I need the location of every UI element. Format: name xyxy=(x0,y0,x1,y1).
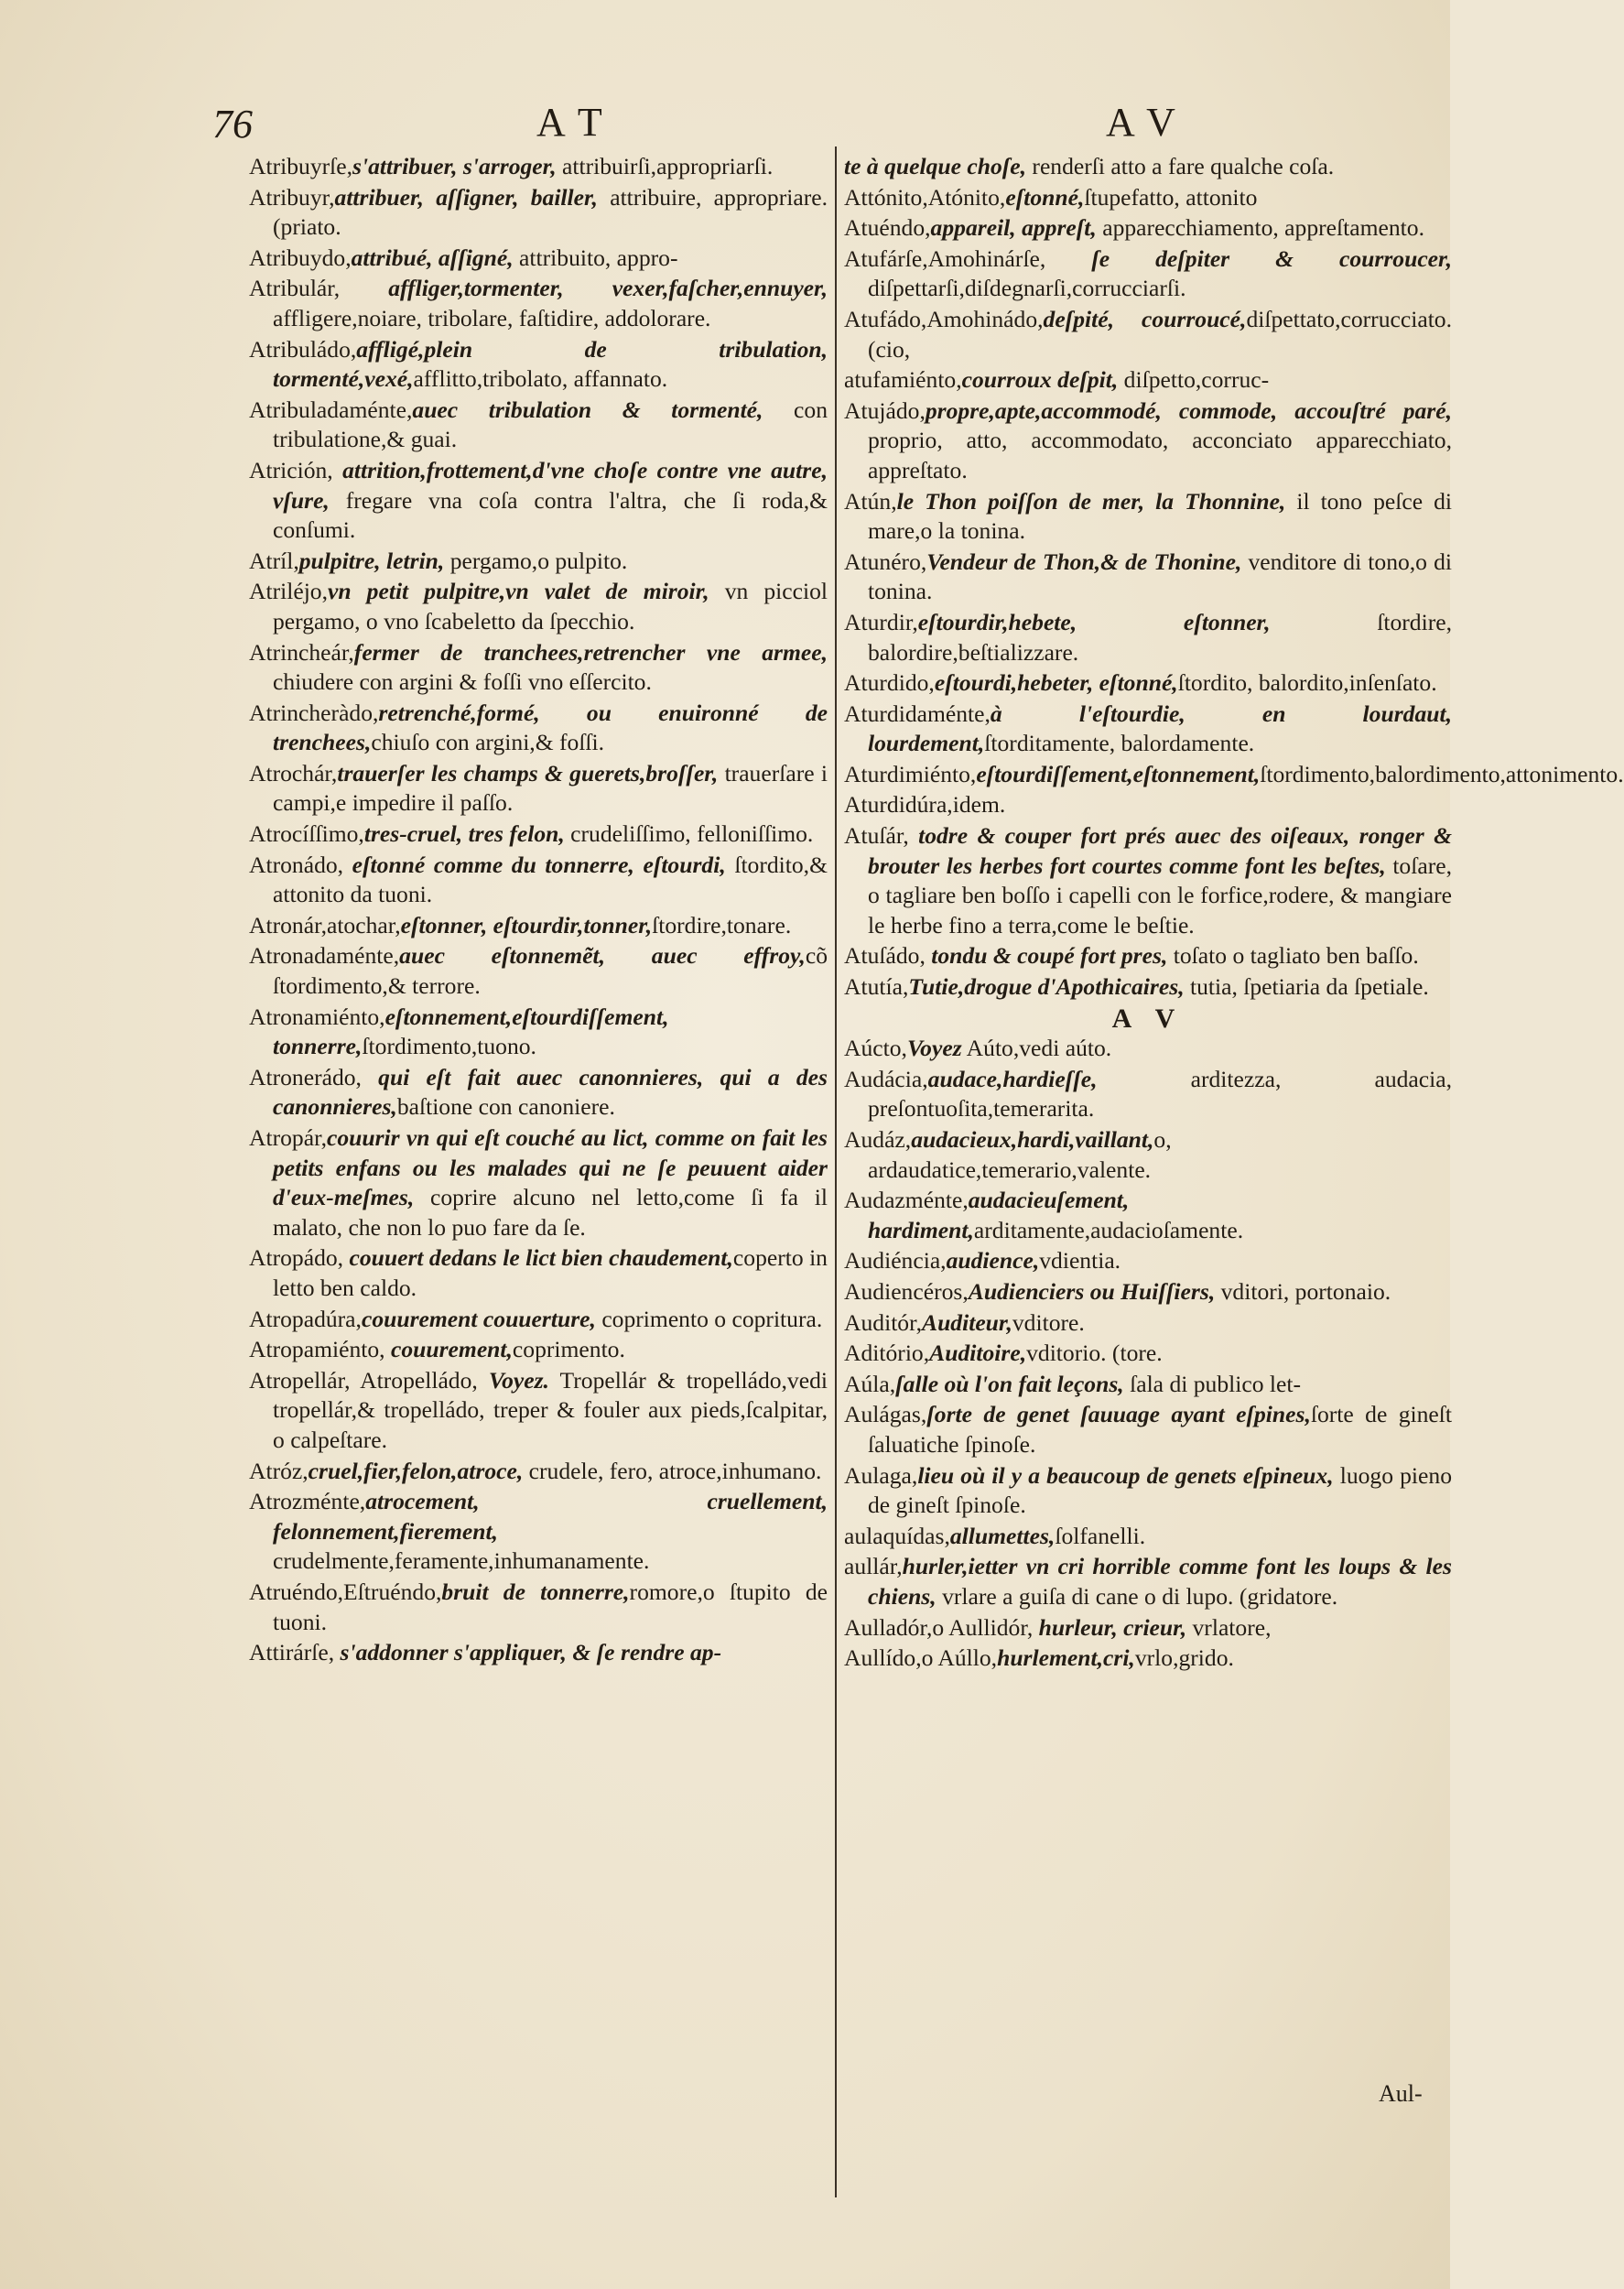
headword: Audiencéros, xyxy=(844,1277,969,1305)
french-gloss: le Thon poiſſon de mer, la Thonnine, xyxy=(896,487,1286,515)
dictionary-entry xyxy=(844,1552,1452,1611)
italian-gloss: apparecchiamento, appreſtamento. xyxy=(1096,214,1424,242)
italian-gloss: chiuſo con argini,& foſſi. xyxy=(371,729,605,756)
french-gloss: Auditoire, xyxy=(929,1340,1027,1367)
french-gloss: pulpitre, letrin, xyxy=(298,547,445,574)
italian-gloss: vditore. xyxy=(1012,1308,1085,1336)
catchword: Aul- xyxy=(1379,2080,1423,2107)
french-gloss: vn petit pulpitre,vn valet de miroir, xyxy=(328,578,709,605)
left-column xyxy=(249,152,828,1669)
french-gloss: attribuer, aſſigner, bailler, xyxy=(334,183,598,211)
headword: Atuſádo, xyxy=(844,942,926,970)
headword: Aulágas, xyxy=(844,1401,927,1428)
dictionary-entry xyxy=(844,972,1452,1003)
headword: Audáz, xyxy=(844,1126,912,1153)
french-gloss: qui eſt fait auec canonnieres, qui a des canonnieres, xyxy=(273,1063,828,1121)
italian-gloss: toſato o tagliato ben baſſo. xyxy=(1167,942,1419,970)
french-gloss: audacieuſement, hardiment, xyxy=(868,1187,1130,1243)
page-number: 76 xyxy=(212,102,253,146)
dictionary-entry xyxy=(844,1277,1452,1307)
headword: Atrozménte, xyxy=(249,1488,366,1515)
headword: Atunéro, xyxy=(844,548,927,575)
italian-gloss: tutia, ſpetiaria da ſpetiale. xyxy=(1184,973,1429,1001)
headword: Atrincheár, xyxy=(249,638,354,666)
dictionary-entry xyxy=(249,1003,828,1062)
french-gloss: eſtonné, xyxy=(1005,183,1085,211)
headword: Atronár,atochar, xyxy=(249,911,401,938)
italian-gloss: coprimento o copritura. xyxy=(595,1305,823,1332)
dictionary-entry xyxy=(249,1487,828,1577)
dictionary-entry xyxy=(249,1123,828,1242)
italian-gloss: coprimento. xyxy=(512,1336,625,1363)
italian-gloss: diſpettato,corrucciato. (cio, xyxy=(868,305,1452,363)
italian-gloss: renderſi atto a fare qualche coſa. xyxy=(1026,153,1335,179)
dictionary-entry xyxy=(249,183,828,243)
headword: Atribuyr, xyxy=(249,183,335,211)
right-running-head: AV xyxy=(1106,100,1192,145)
left-running-head: AT xyxy=(536,100,619,145)
italian-gloss: proprio, atto, accommodato, acconciato apparecchiato, appreſtato. xyxy=(868,427,1452,483)
italian-gloss: luogo pieno de gineſt ſpinoſe. xyxy=(868,1461,1452,1519)
italian-gloss: cõ ſtordimento,& terrore. xyxy=(273,942,828,1000)
headword: Atropamiénto, xyxy=(249,1336,385,1363)
french-gloss: lieu où il y a beaucoup de genets eſpineux, xyxy=(917,1461,1334,1489)
italian-gloss: ſtorditamente, balordamente. xyxy=(984,730,1255,757)
french-gloss: eſtourdi,hebeter, eſtonné, xyxy=(934,669,1178,697)
french-gloss: hurleur, crieur, xyxy=(1033,1613,1187,1641)
french-gloss: couurement, xyxy=(384,1336,513,1363)
dictionary-entry xyxy=(844,1522,1452,1552)
dictionary-entry xyxy=(844,1613,1452,1644)
italian-gloss: attribuirſi,appropriarſi. xyxy=(556,153,774,179)
dictionary-entry xyxy=(249,577,828,636)
headword: Atufádo,Amohinádo, xyxy=(844,305,1044,332)
italian-gloss: vditori, portonaio. xyxy=(1215,1277,1391,1305)
french-gloss: tondu & coupé fort pres, xyxy=(925,942,1168,970)
italian-gloss: romore,o ſtupito de tuoni. xyxy=(273,1578,828,1635)
italian-gloss: diſpetto,corruc- xyxy=(1118,366,1270,394)
italian-gloss: toſare, o tagliare ben boſſo i capelli con le forfice,rodere, & mangiare le herbe fino a terra,come le beſtie. xyxy=(868,852,1452,938)
french-gloss: eſtonner, eſtourdir,tonner, xyxy=(400,911,653,938)
french-gloss: attrition,frottement,d'vne choſe contre vne autre, vſure, xyxy=(273,456,828,514)
italian-gloss: ſtupefatto, attonito xyxy=(1084,183,1258,211)
headword: Aúcto, xyxy=(844,1035,907,1062)
french-gloss: bruit de tonnerre, xyxy=(441,1578,630,1605)
headword: Atriléjo, xyxy=(249,578,329,605)
headword: Atrocíſſimo, xyxy=(249,820,364,848)
french-gloss: Voyez. xyxy=(477,1366,549,1394)
dictionary-entry xyxy=(249,244,828,274)
french-gloss: atrocement, cruellement, felonnement,fierement, xyxy=(273,1488,828,1545)
dictionary-entry xyxy=(249,1063,828,1123)
headword: Audazménte, xyxy=(844,1187,969,1214)
headword: Aulaga, xyxy=(844,1461,918,1489)
french-gloss: propre,apte,accommodé, commode, accouſtré paré, xyxy=(925,396,1452,424)
italian-gloss: ſtordire, balordire,beſtializzare. xyxy=(868,608,1452,666)
italian-gloss: crudele, fero, atroce,inhumano. xyxy=(523,1457,822,1484)
dictionary-entry xyxy=(844,700,1452,759)
dictionary-entry xyxy=(249,396,828,455)
dictionary-entry xyxy=(249,819,828,850)
dictionary-entry xyxy=(844,1186,1452,1245)
dictionary-entry xyxy=(844,1246,1452,1276)
french-gloss: hurler,ietter vn cri horrible comme font les loups & les chiens, xyxy=(868,1553,1452,1610)
french-gloss: à l'eſtourdie, en lourdaut, lourdement, xyxy=(868,700,1452,757)
dictionary-entry xyxy=(249,759,828,819)
italian-gloss: ſtordire,tonare. xyxy=(652,911,792,938)
headword: Aturdir, xyxy=(844,608,918,635)
italian-gloss: diſpettarſi,diſdegnarſi,corrucciarſi. xyxy=(868,275,1186,302)
dictionary-entry xyxy=(249,1305,828,1335)
french-gloss: s'attribuer, s'arroger, xyxy=(352,153,557,179)
italian-gloss: crudeliſſimo, felloniſſimo. xyxy=(564,820,814,848)
dictionary-entry xyxy=(249,911,828,941)
french-gloss: ſe deſpiter & courroucer, xyxy=(1045,244,1452,272)
french-gloss: cruel,fier,felon,atroce, xyxy=(308,1457,524,1484)
headword: Audiéncia, xyxy=(844,1247,947,1275)
dictionary-entry xyxy=(844,1400,1452,1459)
headword: atufamiénto, xyxy=(844,366,962,394)
headword: Auditór, xyxy=(844,1308,922,1336)
dictionary-entry xyxy=(844,213,1452,244)
italian-gloss: attribuire, appropriare. (priato. xyxy=(273,183,828,241)
headword: Aulladór,o Aullidór, xyxy=(844,1613,1034,1641)
dictionary-entry xyxy=(249,1366,828,1456)
headword: Aturdimiénto, xyxy=(844,760,977,787)
french-gloss: todre & couper fort prés auec des oiſeaux, ronger & brouter les herbes fort courtes comme font les beſtes, xyxy=(868,822,1452,879)
dictionary-entry xyxy=(249,274,828,333)
headword: Atruéndo,Eſtruéndo, xyxy=(249,1578,442,1605)
headword: Atropár, xyxy=(249,1124,327,1151)
dictionary-entry xyxy=(844,1461,1452,1521)
italian-gloss: affligere,noiare, tribolare, faſtidire, addolorare. xyxy=(273,304,711,331)
italian-gloss: ſtordito, balordito,inſenſato. xyxy=(1177,669,1437,697)
french-gloss: allumettes, xyxy=(949,1522,1056,1549)
headword: Aditório, xyxy=(844,1340,930,1367)
headword: Atujádo, xyxy=(844,396,926,424)
dictionary-entry xyxy=(249,941,828,1001)
french-gloss: couuert dedans le lict bien chaudement, xyxy=(343,1244,733,1272)
dictionary-entry xyxy=(249,1638,828,1668)
italian-gloss: ſtordito,& attonito da tuoni. xyxy=(273,851,828,908)
italian-gloss: Aúto,vedi aúto. xyxy=(961,1035,1112,1062)
italian-gloss: ſala di publico let- xyxy=(1123,1370,1302,1397)
headword: Atribulár, xyxy=(249,275,341,302)
dictionary-entry xyxy=(844,668,1452,699)
italian-gloss: vdientia. xyxy=(1039,1247,1121,1275)
headword: Atropádo, xyxy=(249,1244,344,1272)
dictionary-entry xyxy=(844,790,1452,820)
french-gloss: tres-cruel, tres felon, xyxy=(363,820,565,848)
dictionary-entry xyxy=(249,1243,828,1303)
french-gloss: eſtonnement,eſtourdiſſement, tonnerre, xyxy=(273,1003,669,1060)
dictionary-entry xyxy=(844,941,1452,971)
french-gloss: eſtonné comme du tonnerre, eſtourdi, xyxy=(343,851,726,878)
french-gloss: deſpité, courroucé, xyxy=(1043,305,1247,332)
italian-gloss: coperto in letto ben caldo. xyxy=(273,1244,828,1301)
french-gloss: te à quelque choſe, xyxy=(844,153,1027,179)
right-column xyxy=(844,152,1624,1675)
dictionary-entry xyxy=(844,1034,1452,1064)
italian-gloss: crudelmente,feramente,inhumanamente. xyxy=(273,1547,650,1575)
dictionary-entry xyxy=(844,244,1452,304)
french-gloss: Auditeur, xyxy=(922,1308,1012,1336)
headword: Atropadúra, xyxy=(249,1305,362,1332)
column-divider xyxy=(835,146,837,2197)
french-gloss: appareil, appreſt, xyxy=(930,214,1097,242)
headword: Atutía, xyxy=(844,973,909,1001)
headword: Aturdidaménte, xyxy=(844,700,991,727)
headword: Atronerádo, xyxy=(249,1063,362,1090)
french-gloss: s'addonner s'appliquer, & ſe rendre ap- xyxy=(334,1639,722,1666)
italian-gloss: ſorte de gineſt ſaluatiche ſpinoſe. xyxy=(868,1401,1452,1458)
french-gloss: courroux deſpit, xyxy=(961,366,1119,394)
french-gloss: retrenché,formé, ou enuironné de trenchees, xyxy=(273,699,828,756)
dictionary-entry xyxy=(249,1335,828,1365)
dictionary-entry xyxy=(844,305,1452,364)
headword: Atribuyrſe, xyxy=(249,153,353,179)
dictionary-entry xyxy=(844,365,1452,396)
french-gloss: affliger,tormenter, vexer,faſcher,ennuyer, xyxy=(340,275,828,302)
dictionary-entry xyxy=(249,152,828,182)
dictionary-entry xyxy=(844,487,1452,547)
italian-gloss: il tono peſce di mare,o la tonina. xyxy=(868,487,1452,545)
dictionary-entry xyxy=(844,1065,1452,1124)
italian-gloss: idem. xyxy=(952,791,1006,819)
french-gloss: trauerſer les champs & guerets,broſſer, xyxy=(337,759,719,787)
headword: Atróz, xyxy=(249,1457,309,1484)
headword: Atún, xyxy=(844,487,897,515)
dictionary-entry xyxy=(249,1457,828,1487)
italian-gloss: con tribulatione,& guai. xyxy=(273,396,828,453)
dictionary-entry xyxy=(249,547,828,577)
headword: Atrición, xyxy=(249,456,333,483)
dictionary-entry xyxy=(249,335,828,395)
dictionary-entry xyxy=(844,1308,1452,1339)
headword: Atropellár, Atropelládo, xyxy=(249,1366,478,1394)
french-gloss: eſtourdiſſement,eſtonnement, xyxy=(976,760,1261,787)
french-gloss: Vendeur de Thon,& de Thonine, xyxy=(926,548,1242,575)
headword: Atufárſe,Amohinárſe, xyxy=(844,244,1046,272)
french-gloss: couurement couuerture, xyxy=(361,1305,596,1332)
headword: Aturdidúra, xyxy=(844,791,953,819)
french-gloss: Audienciers ou Huiſſiers, xyxy=(968,1277,1216,1305)
headword: aullár, xyxy=(844,1553,903,1580)
headword: Atuſár, xyxy=(844,822,909,850)
italian-gloss: baſtione con canoniere. xyxy=(396,1093,615,1121)
headword: Atronádo, xyxy=(249,851,344,878)
italian-gloss: arditamente,audacioſamente. xyxy=(973,1216,1244,1243)
dictionary-entry xyxy=(249,699,828,758)
dictionary-entry xyxy=(249,456,828,546)
french-gloss: auec tribulation & tormenté, xyxy=(412,396,763,423)
headword: Atronamiénto, xyxy=(249,1003,385,1030)
dictionary-entry xyxy=(844,821,1452,940)
french-gloss: ſorte de genet ſauuage ayant eſpines, xyxy=(926,1401,1311,1428)
french-gloss: hurlement,cri, xyxy=(997,1644,1135,1672)
headword: Atribuládo, xyxy=(249,335,357,363)
headword: Atrincheràdo, xyxy=(249,699,379,726)
italian-gloss: coprire alcuno nel letto,come ſi fa il malato, che non lo puo fare da ſe. xyxy=(273,1184,828,1241)
italian-gloss: vrlatore, xyxy=(1186,1613,1272,1641)
headword: Atribuladaménte, xyxy=(249,396,413,423)
headword: Atrochár, xyxy=(249,759,338,787)
french-gloss: auec eſtonnemẽt, auec effroy, xyxy=(399,942,806,970)
italian-gloss: vrlo,grido. xyxy=(1134,1644,1234,1672)
french-gloss: audacieux,hardi,vaillant, xyxy=(911,1126,1154,1153)
italian-gloss: arditezza, audacia, preſontuoſita,temerarita. xyxy=(868,1065,1452,1123)
headword: Attónito,Atónito, xyxy=(844,183,1006,211)
italian-gloss: trauerſare i campi,e impedire il paſſo. xyxy=(273,759,828,817)
italian-gloss: vditorio. (tore. xyxy=(1026,1340,1163,1367)
french-gloss: affligé,plein de tribulation, tormenté,vexé, xyxy=(273,335,828,393)
italian-gloss: ſtordimento,balordimento,attonimento. xyxy=(1260,760,1624,787)
italian-gloss: afflitto,tribolato, affannato. xyxy=(413,365,668,393)
dictionary-entry xyxy=(249,851,828,910)
french-gloss: ſalle où l'on fait leçons, xyxy=(895,1370,1124,1397)
italian-gloss: venditore di tono,o di tonina. xyxy=(868,548,1452,605)
headword: Atronadaménte, xyxy=(249,942,400,970)
french-gloss: Voyez xyxy=(906,1035,962,1062)
italian-gloss: fregare vna coſa contra l'altra, che ſi roda,& conſumi. xyxy=(273,486,828,544)
italian-gloss: ſolfanelli. xyxy=(1055,1522,1146,1549)
french-gloss: Tutie,drogue d'Apothicaires, xyxy=(908,973,1185,1001)
italian-gloss: o, ardaudatice,temerario,valente. xyxy=(868,1126,1172,1183)
headword: Atuéndo, xyxy=(844,214,931,242)
headword: Aturdido, xyxy=(844,669,935,697)
italian-gloss: attribuito, appro- xyxy=(513,244,678,271)
french-gloss: eſtourdir,hebete, eſtonner, xyxy=(917,608,1271,635)
italian-gloss: pergamo,o pulpito. xyxy=(444,547,628,574)
french-gloss: audace,hardieſſe, xyxy=(927,1065,1098,1092)
headword: aulaquídas, xyxy=(844,1522,950,1549)
italian-gloss: vn picciol pergamo, o vno ſcabeletto da ſpecchio. xyxy=(273,578,828,635)
italian-gloss: Tropellár & tropelládo,vedi tropellár,& tropelládo, treper & fouler aux pieds,ſcalpitar, o calpeſtare. xyxy=(273,1366,828,1453)
italian-gloss: chiudere con argini & foſſi vno eſſercito. xyxy=(273,668,652,696)
french-gloss: fermer de tranchees,retrencher vne armee, xyxy=(353,638,828,666)
dictionary-entry xyxy=(844,1125,1452,1185)
dictionary-entry xyxy=(844,396,1452,486)
dictionary-entry xyxy=(844,1644,1452,1674)
headword: Aullído,o Aúllo, xyxy=(844,1644,998,1672)
dictionary-entry xyxy=(844,1370,1452,1400)
italian-gloss: ſtordimento,tuono. xyxy=(362,1033,536,1060)
dictionary-entry xyxy=(844,608,1452,667)
headword: Attirárſe, xyxy=(249,1639,335,1666)
dictionary-entry xyxy=(844,1339,1452,1369)
dictionary-entry xyxy=(844,548,1452,607)
headword: Aúla, xyxy=(844,1370,896,1397)
dictionary-entry xyxy=(249,638,828,698)
italian-gloss: vrlare a guiſa di cane o di lupo. (gridatore. xyxy=(936,1582,1338,1610)
dictionary-entry xyxy=(844,760,1624,790)
headword: Atribuydo, xyxy=(249,244,352,271)
french-gloss: couurir vn qui eſt couché au lict, comme on fait les petits enfans ou les malades qui ne ſe peuuent aider d'eux-meſmes, xyxy=(273,1124,828,1211)
french-gloss: audience, xyxy=(946,1247,1040,1275)
headword: Atríl, xyxy=(249,547,299,574)
dictionary-entry xyxy=(844,183,1452,213)
dictionary-entry xyxy=(844,152,1452,182)
headword: Audácia, xyxy=(844,1065,928,1092)
french-gloss: attribué, aſſigné, xyxy=(351,244,514,271)
dictionary-entry xyxy=(249,1578,828,1637)
section-heading: A V xyxy=(1111,1003,1185,1034)
